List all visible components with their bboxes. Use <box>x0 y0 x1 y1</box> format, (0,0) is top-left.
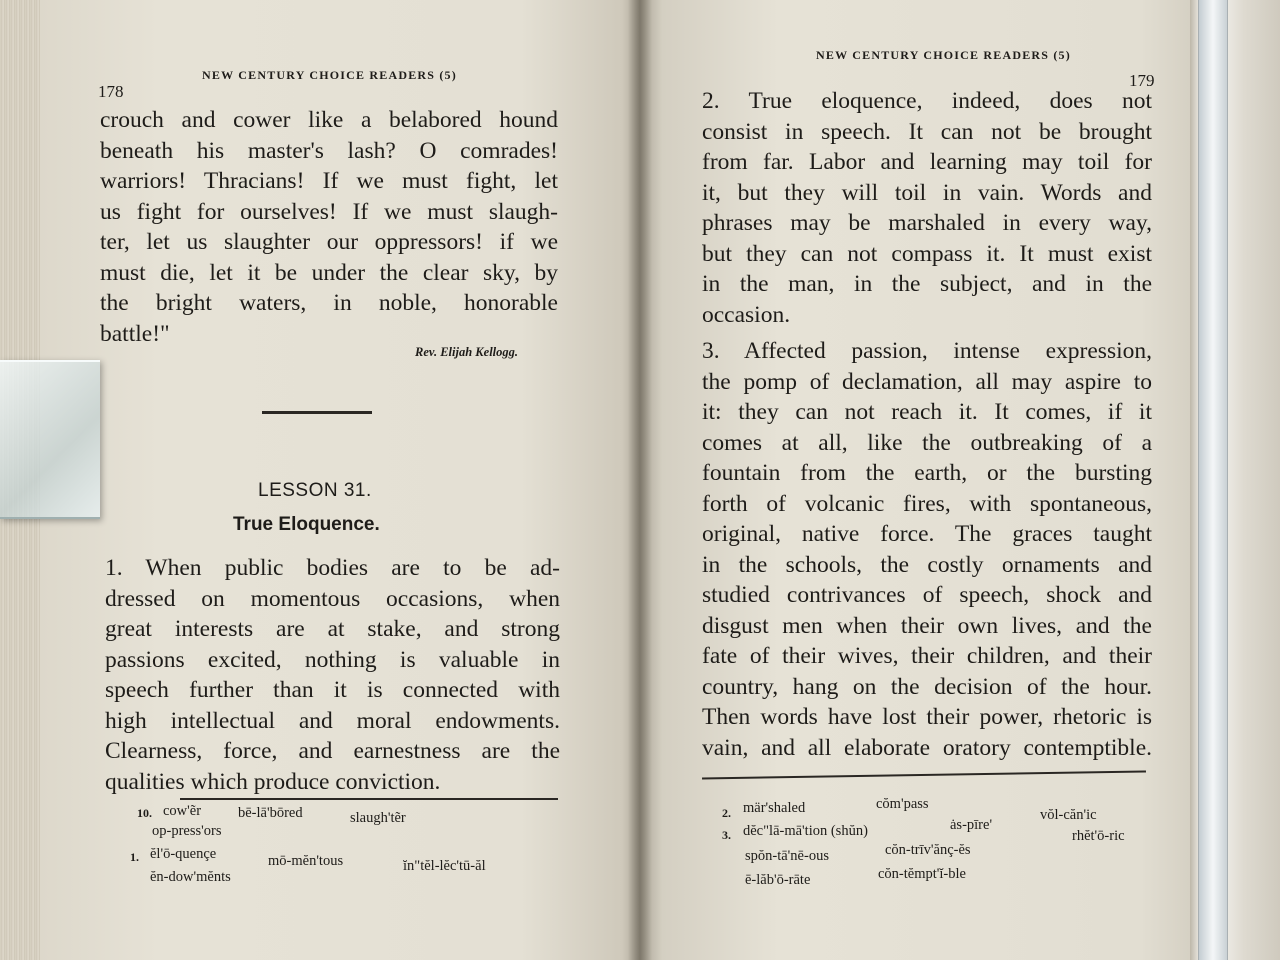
text-line: comes at all, like the outbreaking of a <box>702 429 1152 456</box>
text-line: fountain from the earth, or the bursting <box>702 460 1152 486</box>
pronunciation-word: cow'ẽr <box>163 803 202 819</box>
text-line: dressed on momentous occasions, when <box>105 585 560 612</box>
text-line: beneath his master's lash? O comrades! <box>100 137 558 164</box>
pronunciation-word: dĕc"lā-mā'tion (shŭn) <box>743 823 868 839</box>
glass-weight <box>0 360 100 519</box>
text-line: Then words have lost their power, rhetoric is <box>702 704 1152 730</box>
text-line: country, hang on the decision of the hour. <box>702 673 1152 700</box>
text-line: 3. Affected passion, intense expression, <box>702 338 1152 364</box>
paragraph-1 <box>105 553 560 797</box>
text-line: occasion. <box>702 301 791 328</box>
text-line: 2. True eloquence, indeed, does not <box>702 88 1152 114</box>
section-divider <box>262 411 372 414</box>
text-line: but they can not compass it. It must exist <box>702 240 1152 267</box>
text-line: it: they can not reach it. It comes, if it <box>702 399 1152 425</box>
pronunciation-word: mō-mĕn'tous <box>268 853 344 869</box>
pronunciation-word: ĭn"tĕl-lĕc'tū-ăl <box>403 858 486 874</box>
text-line: battle!" <box>100 320 170 347</box>
pronunciation-word: ĕl'ō-quençe <box>150 846 217 862</box>
text-line: great interests are at stake, and strong <box>105 616 560 642</box>
pronunciation-word: vŏl-căn'ic <box>1040 807 1097 823</box>
right-running-header: NEW CENTURY CHOICE READERS (5) <box>816 48 1071 62</box>
pronunciation-word: rhĕt'ō-ric <box>1072 828 1125 844</box>
text-line: ter, let us slaughter our oppressors! if we <box>100 229 558 255</box>
paragraph-3 <box>702 336 1152 763</box>
text-line: crouch and cower like a belabored hound <box>100 107 558 133</box>
text-line: 1. When public bodies are to be ad- <box>105 555 560 581</box>
text-line: qualities which produce conviction. <box>105 768 441 795</box>
text-line: studied contrivances of speech, shock and <box>702 582 1152 608</box>
pronunciation-line-number: 3. <box>722 828 731 842</box>
pronunciation-word: mär'shaled <box>743 800 806 816</box>
text-line: consist in speech. It can not be brought <box>702 118 1152 145</box>
text-line: phrases may be marshaled in every way, <box>702 210 1152 236</box>
pronunciation-word: op-press'ors <box>152 823 222 839</box>
left-page <box>40 0 640 960</box>
text-line: warriors! Thracians! If we must fight, let <box>100 168 558 194</box>
author-attribution: Rev. Elijah Kellogg. <box>415 345 519 359</box>
text-line: from far. Labor and learning may toil for <box>702 149 1152 175</box>
pronunciation-word: bē-lā'bōred <box>238 805 303 821</box>
book-gutter <box>628 0 652 960</box>
glass-strip <box>1198 0 1228 960</box>
text-line: must die, let it be under the clear sky, by <box>100 259 558 286</box>
pronunciation-word: cŏn-tĕmpt'ĭ-ble <box>878 866 966 882</box>
text-line: vain, and all elaborate oratory contemptible. <box>702 734 1152 761</box>
text-line: fate of their wives, their children, and their <box>702 643 1152 669</box>
lesson-subtitle: True Eloquence. <box>233 514 380 535</box>
text-line: forth of volcanic fires, with spontaneous, <box>702 490 1152 517</box>
right-page-number: 179 <box>1129 71 1155 90</box>
left-continued-text <box>100 105 558 349</box>
text-line: in the man, in the subject, and in the <box>702 271 1152 297</box>
left-page-number: 178 <box>98 82 124 101</box>
right-page <box>640 0 1196 960</box>
pronunciation-word: ē-lăb'ō-rāte <box>745 872 811 888</box>
pronunciation-word: slaugh'tẽr <box>350 810 406 826</box>
pronunciation-line-number: 2. <box>722 806 731 820</box>
text-line: disgust men when their own lives, and the <box>702 612 1152 639</box>
pronunciation-line-number: 10. <box>137 806 152 820</box>
lesson-title: LESSON 31. <box>258 480 372 501</box>
text-line: Clearness, force, and earnestness are the <box>105 738 560 764</box>
text-line: us fight for ourselves! If we must slaugh- <box>100 198 558 225</box>
text-line: it, but they will toil in vain. Words and <box>702 179 1152 206</box>
pronunciation-word: spŏn-tā'nē-ous <box>745 848 829 864</box>
pronunciation-word: cŏn-trīv'ănç-ĕs <box>885 842 971 858</box>
footnote-rule <box>702 771 1146 779</box>
text-line: speech further than it is connected with <box>105 677 560 703</box>
text-line: the pomp of declamation, all may aspire to <box>702 368 1152 395</box>
pronunciation-word: ĕn-dow'mĕnts <box>150 869 231 885</box>
pronunciation-word: ȧs-pīre' <box>950 817 993 833</box>
left-running-header: NEW CENTURY CHOICE READERS (5) <box>202 68 457 82</box>
text-line: passions excited, nothing is valuable in <box>105 646 560 673</box>
text-line: in the schools, the costly ornaments and <box>702 551 1152 578</box>
paragraph-2 <box>702 86 1152 330</box>
pronunciation-word: cŏm'pass <box>876 796 929 812</box>
text-line: high intellectual and moral endowments. <box>105 707 560 734</box>
footnote-rule <box>180 798 558 800</box>
text-line: original, native force. The graces taught <box>702 521 1152 547</box>
pronunciation-line-number: 1. <box>130 850 139 864</box>
text-line: the bright waters, in noble, honorable <box>100 290 558 316</box>
